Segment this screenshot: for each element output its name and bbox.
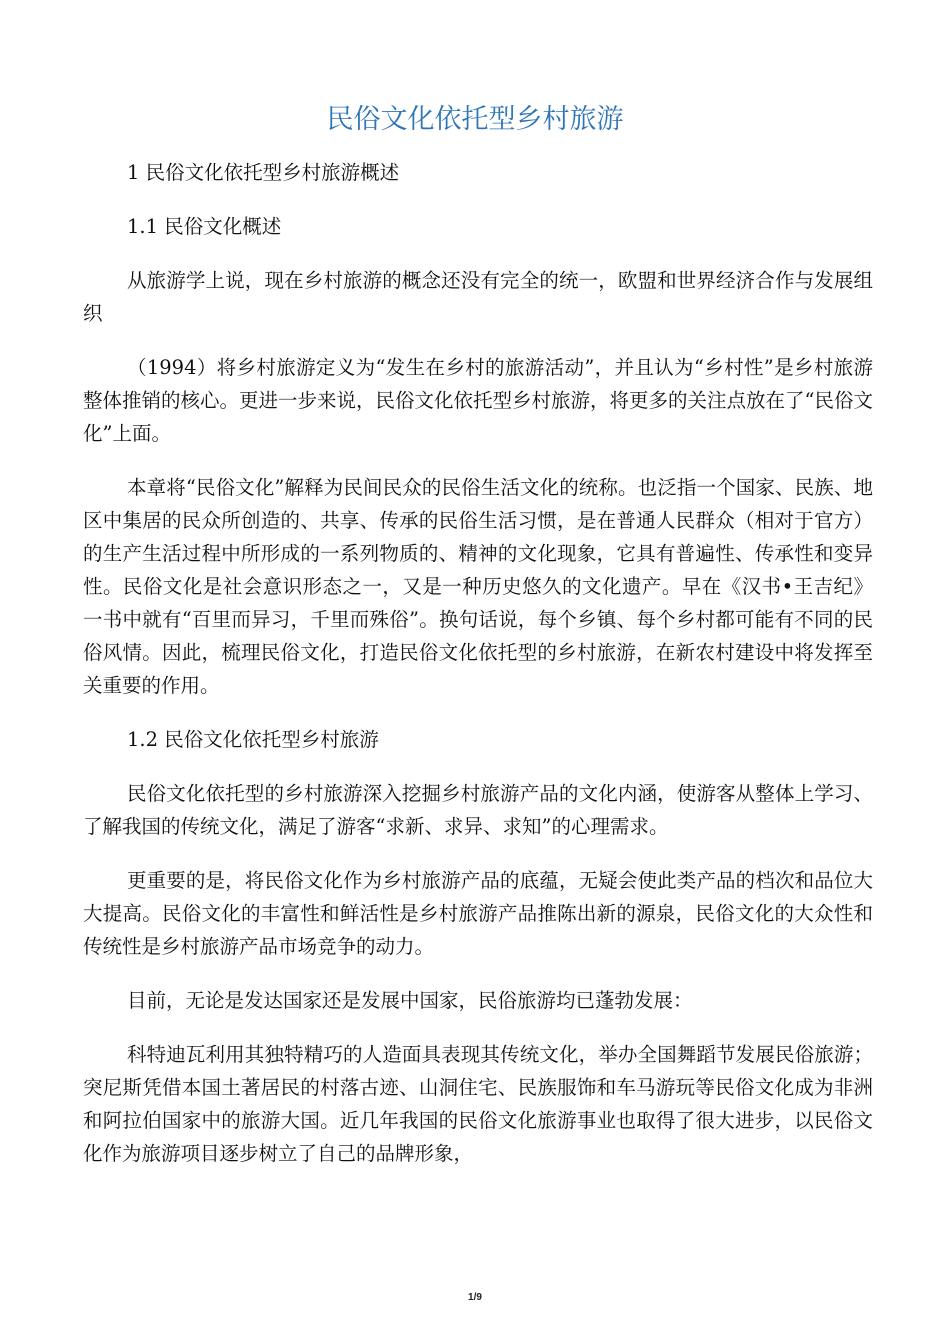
body-paragraph: 本章将“民俗文化”解释为民间民众的民俗生活文化的统称。也泛指一个国家、民族、地区中集居的民众所创造的、共享、传承的民俗生活习惯，是在普通人民群众（相对于官方）的生产生活过程中所形成的一系列物质的、精神的文化现象，它具有普遍性、传承性和变异性。民俗文化是社会意识形态之一，又是一种历史悠久的文化遗产。早在《汉书•王吉纪》一书中就有“百里而异习，千里而殊俗”。换句话说，每个乡镇、每个乡村都可能有不同的民俗风情。因此，梳理民俗文化，打造民俗文化依托型的乡村旅游，在新农村建设中将发挥至关重要的作用。 [83, 476, 873, 697]
body-paragraph: （1994）将乡村旅游定义为“发生在乡村的旅游活动”，并且认为“乡村性”是乡村旅游整体推销的核心。更进一步来说，民俗文化依托型乡村旅游，将更多的关注点放在了“民俗文化”上面。 [83, 356, 873, 445]
subsection-heading: 1.1 民俗文化概述 [127, 215, 282, 238]
body-paragraph: 民俗文化依托型的乡村旅游深入挖掘乡村旅游产品的文化内涵，使游客从整体上学习、了解我国的传统文化，满足了游客“求新、求异、求知”的心理需求。 [83, 782, 873, 838]
document-title: 民俗文化依托型乡村旅游 [326, 104, 624, 135]
page-number: 1/9 [468, 1292, 482, 1303]
body-paragraph: 目前，无论是发达国家还是发展中国家，民俗旅游均已蓬勃发展： [127, 989, 693, 1012]
body-paragraph: 从旅游学上说，现在乡村旅游的概念还没有完全的统一，欧盟和世界经济合作与发展组织 [83, 269, 873, 325]
subsection-heading: 1.2 民俗文化依托型乡村旅游 [127, 728, 379, 751]
body-paragraph: 更重要的是，将民俗文化作为乡村旅游产品的底蕴，无疑会使此类产品的档次和品位大大提高。民俗文化的丰富性和鲜活性是乡村旅游产品推陈出新的源泉，民俗文化的大众性和传统性是乡村旅游产品市场竞争的动力。 [83, 869, 873, 958]
document-body [83, 156, 873, 1191]
section-heading: 1 民俗文化依托型乡村旅游概述 [127, 161, 400, 184]
body-paragraph: 科特迪瓦利用其独特精巧的人造面具表现其传统文化，举办全国舞蹈节发展民俗旅游；突尼斯凭借本国土著居民的村落古迹、山洞住宅、民族服饰和车马游玩等民俗文化成为非洲和阿拉伯国家中的旅游大国。近几年我国的民俗文化旅游事业也取得了很大进步，以民俗文化作为旅游项目逐步树立了自己的品牌形象， [83, 1043, 873, 1165]
